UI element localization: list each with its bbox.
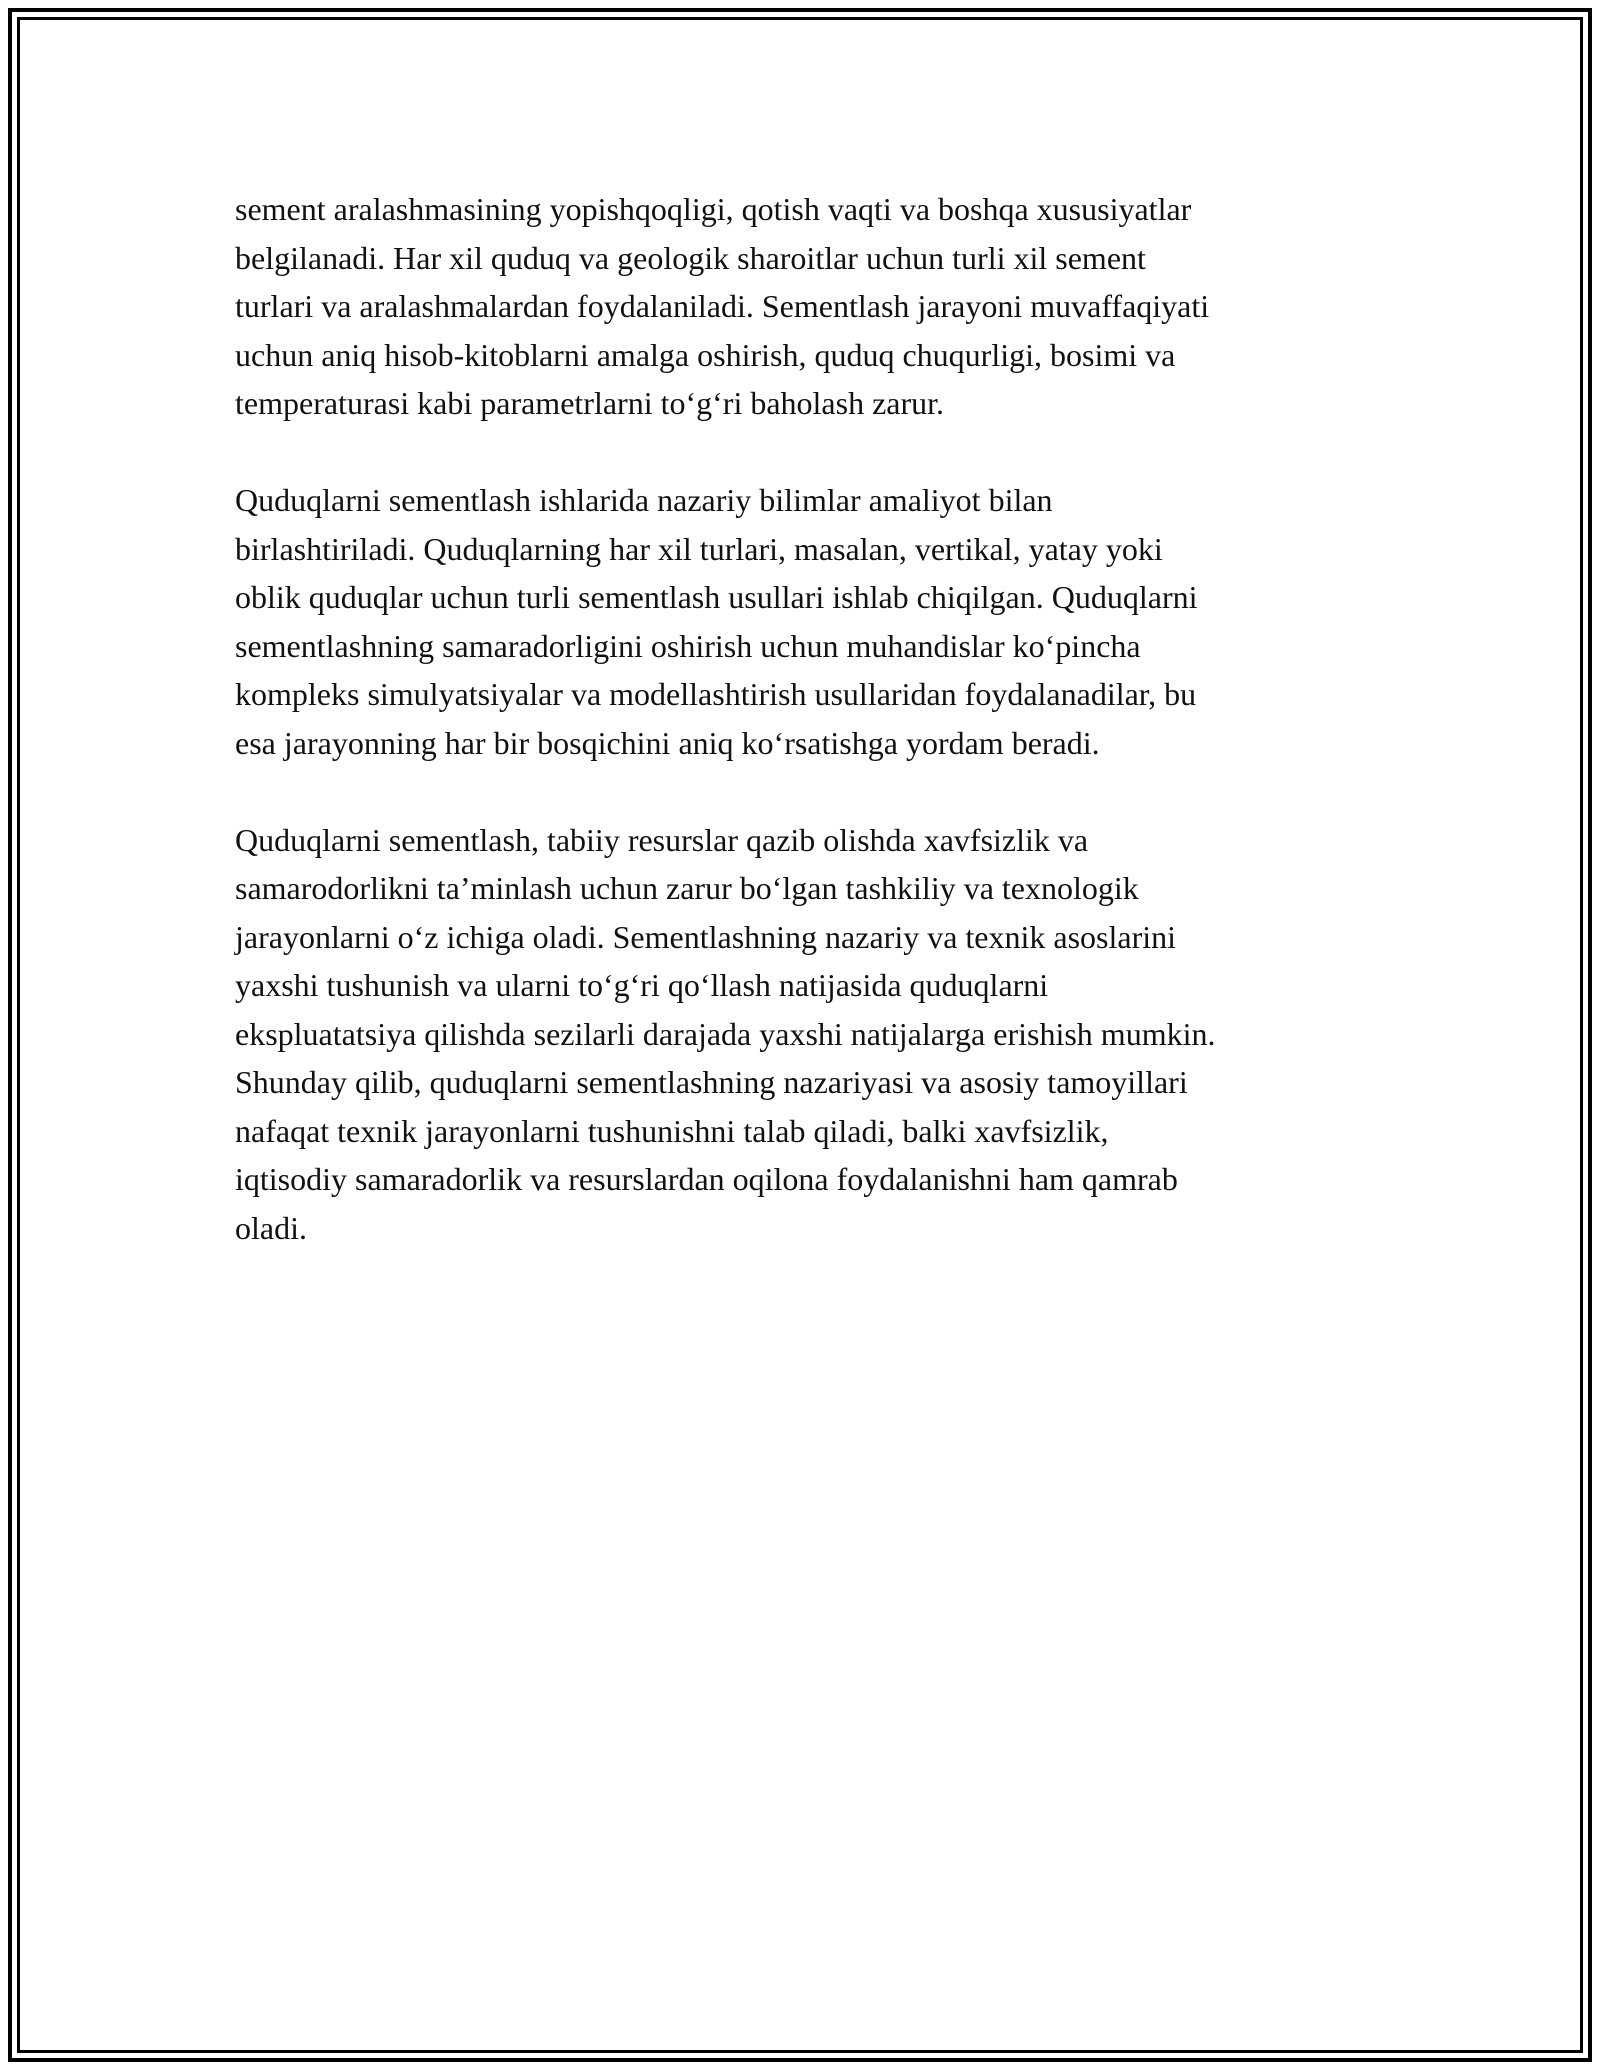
text-line: kompleks simulyatsiyalar va modellashtirish usullaridan foydalanadilar, bu: [235, 676, 1197, 712]
text-line: ekspluatatsiya qilishda sezilarli darajada yaxshi natijalarga erishish mumkin.: [235, 1015, 1216, 1052]
text-line: iqtisodiy samaradorlik va resurslardan oqilona foydalanishni ham qamrab: [235, 1161, 1178, 1197]
text-line: oblik quduqlar uchun turli sementlash usullari ishlab chiqilgan. Quduqlarni: [235, 579, 1198, 615]
text-line: Quduqlarni sementlash ishlarida nazariy bilimlar amaliyot bilan: [235, 482, 1053, 518]
paragraph-1: [235, 185, 1365, 428]
text-line: nafaqat texnik jarayonlarni tushunishni talab qiladi, balki xavfsizlik,: [235, 1112, 1109, 1149]
text-line: sement aralashmasining yopishqoqligi, qotish vaqti va boshqa xususiyatlar: [235, 191, 1192, 227]
text-line: esa jarayonning har bir bosqichini aniq ko‘rsatishga yordam beradi.: [235, 724, 1100, 761]
text-line: Quduqlarni sementlash, tabiiy resurslar qazib olishda xavfsizlik va: [235, 821, 1089, 858]
text-line: belgilanadi. Har xil quduq va geologik sharoitlar uchun turli xil sement: [235, 239, 1146, 276]
text-line: oladi.: [235, 1209, 307, 1246]
text-line: sementlashning samaradorligini oshirish uchun muhandislar ko‘pincha: [235, 627, 1141, 664]
text-line: uchun aniq hisob-kitoblarni amalga oshirish, quduq chuqurligi, bosimi va: [235, 336, 1176, 373]
paragraph-3: [235, 816, 1365, 1253]
document-body: [235, 185, 1365, 1301]
text-line: turlari va aralashmalardan foydalaniladi. Sementlash jarayoni muvaffaqiyati: [235, 288, 1210, 324]
text-line: birlashtiriladi. Quduqlarning har xil turlari, masalan, vertikal, yatay yoki: [235, 530, 1163, 567]
text-line: Shunday qilib, quduqlarni sementlashning nazariyasi va asosiy tamoyillari: [235, 1064, 1188, 1100]
text-line: yaxshi tushunish va ularni to‘g‘ri qo‘llash natijasida quduqlarni: [235, 967, 1049, 1003]
text-line: samarodorlikni ta’minlash uchun zarur bo‘lgan tashkiliy va texnologik: [235, 870, 1139, 906]
paragraph-2: [235, 476, 1365, 767]
text-line: jarayonlarni o‘z ichiga oladi. Sementlashning nazariy va texnik asoslarini: [235, 918, 1177, 955]
text-line: temperaturasi kabi parametrlarni to‘g‘ri baholash zarur.: [235, 385, 945, 421]
